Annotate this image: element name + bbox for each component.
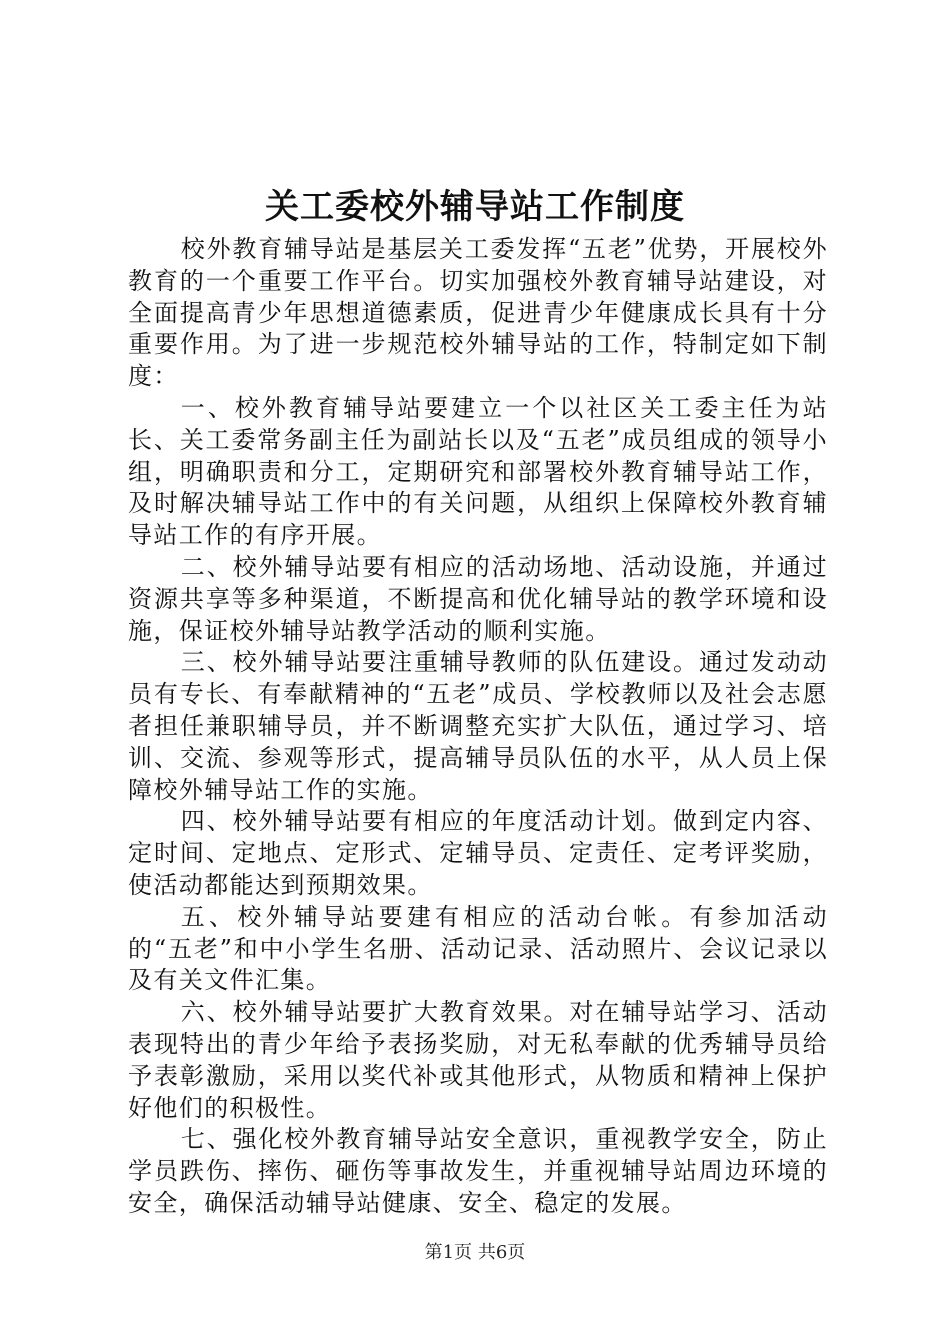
document-title: 关工委校外辅导站工作制度: [265, 187, 685, 227]
rule-paragraph-5: 五、校外辅导站要建有相应的活动台帐。有参加活动的“五老”和中小学生名册、活动记录、活动照片、会议记录以及有关文件汇集。: [128, 902, 828, 995]
rule-paragraph-7: 七、强化校外教育辅导站安全意识，重视教学安全，防止学员跌伤、摔伤、砸伤等事故发生，并重视辅导站周边环境的安全，确保活动辅导站健康、安全、稳定的发展。: [128, 1125, 828, 1217]
rule-paragraph-3: 三、校外辅导站要注重辅导教师的队伍建设。通过发动动员有专长、有奉献精神的“五老”成员、学校教师以及社会志愿者担任兼职辅导员，并不断调整充实扩大队伍，通过学习、培训、交流、参观等形式，提高辅导员队伍的水平，从人员上保障校外辅导站工作的实施。: [128, 648, 828, 804]
rule-paragraph-1: 一、校外教育辅导站要建立一个以社区关工委主任为站长、关工委常务副主任为副站长以及“五老”成员组成的领导小组，明确职责和分工，定期研究和部署校外教育辅导站工作，及时解决辅导站工作中的有关问题，从组织上保障校外教育辅导站工作的有序开展。: [128, 393, 828, 550]
page-number-footer: 第1页 共6页: [424, 1242, 526, 1263]
document-body: [128, 234, 828, 1220]
rule-paragraph-6: 六、校外辅导站要扩大教育效果。对在辅导站学习、活动表现特出的青少年给予表扬奖励，对无私奉献的优秀辅导员给予表彰激励，采用以奖代补或其他形式，从物质和精神上保护好他们的积极性。: [128, 998, 828, 1122]
rule-paragraph-4: 四、校外辅导站要有相应的年度活动计划。做到定内容、定时间、定地点、定形式、定辅导员、定责任、定考评奖励，使活动都能达到预期效果。: [128, 807, 828, 899]
rule-paragraph-2: 二、校外辅导站要有相应的活动场地、活动设施，并通过资源共享等多种渠道，不断提高和优化辅导站的教学环境和设施，保证校外辅导站教学活动的顺利实施。: [128, 552, 828, 645]
intro-paragraph: 校外教育辅导站是基层关工委发挥“五老”优势，开展校外教育的一个重要工作平台。切实加强校外教育辅导站建设，对全面提高青少年思想道德素质，促进青少年健康成长具有十分重要作用。为了进一步规范校外辅导站的工作，特制定如下制度：: [128, 235, 828, 391]
